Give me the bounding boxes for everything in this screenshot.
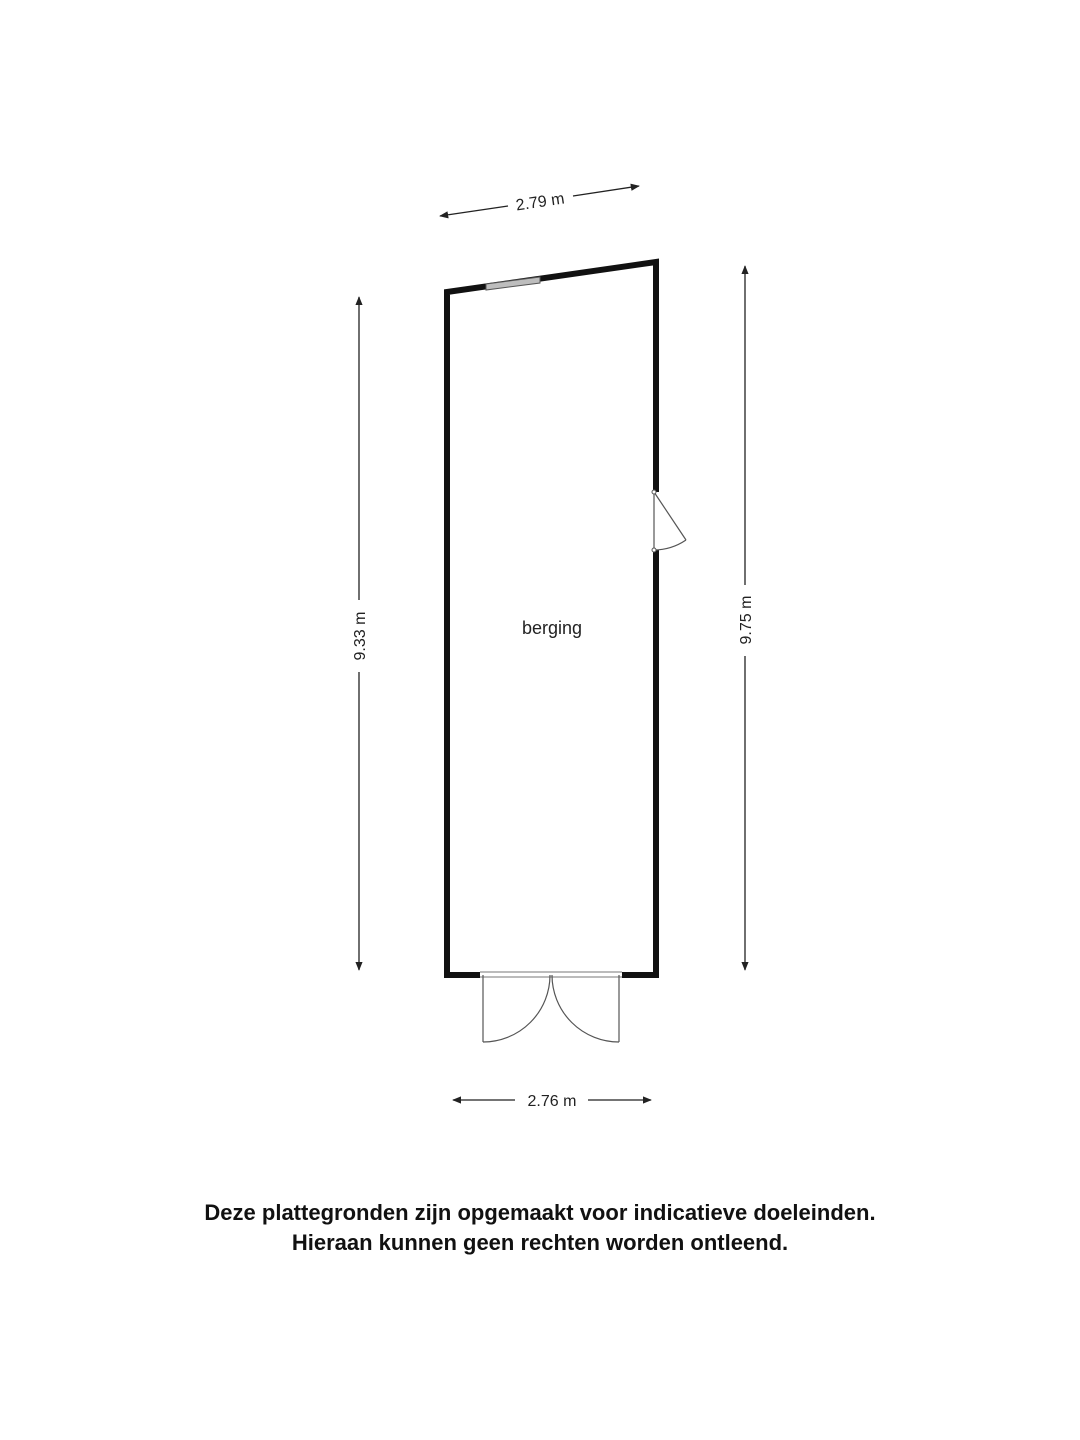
- dimension-top-label: 2.79 m: [514, 190, 566, 215]
- disclaimer: [0, 1198, 1080, 1258]
- dimension-top: [440, 186, 639, 216]
- dimension-right-label: 9.75 m: [738, 595, 755, 645]
- window: [486, 277, 540, 290]
- double-door: [480, 970, 622, 1042]
- dimension-right: [738, 266, 755, 970]
- room-label: berging: [521, 618, 583, 638]
- dimension-left: [352, 297, 369, 970]
- dimension-left-label: 9.33 m: [352, 611, 369, 661]
- dimension-bottom-label: 2.76 m: [527, 1093, 577, 1110]
- disclaimer-line-2: Hieraan kunnen geen rechten worden ontleend.: [291, 1230, 789, 1255]
- disclaimer-line-1: Deze plattegronden zijn opgemaakt voor indicatieve doeleinden.: [204, 1200, 876, 1225]
- dimension-bottom: [453, 1093, 651, 1110]
- side-door: [651, 490, 686, 552]
